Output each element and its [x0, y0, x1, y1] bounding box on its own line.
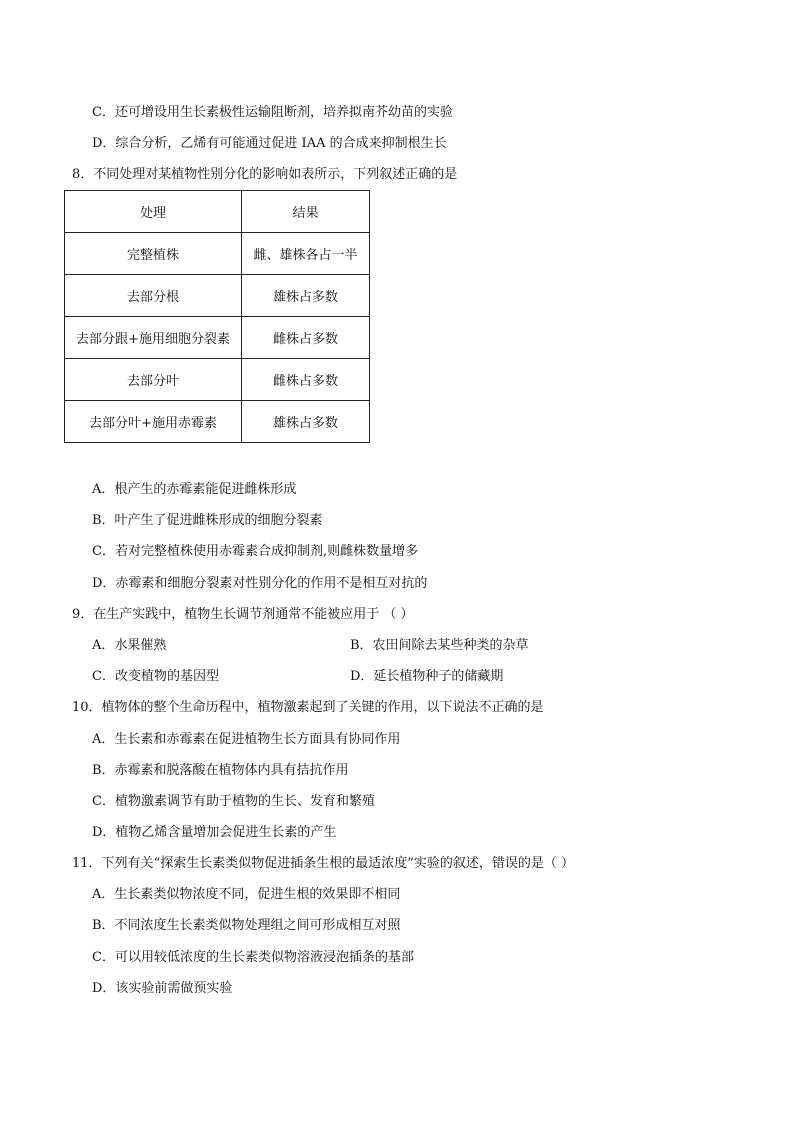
q8-stem: 8．不同处理对某植物性别分化的影响如表所示，下列叙述正确的是 — [72, 167, 458, 182]
q10-option-c: C．植物激素调节有助于植物的生长、发育和繁殖 — [92, 794, 375, 809]
q11-option-a: A．生长素类似物浓度不同，促进生根的效果即不相同 — [92, 887, 401, 902]
q9-option-a: A．水果催熟 — [92, 638, 167, 653]
table-cell: 雌株占多数 — [242, 317, 370, 359]
q8-option-b: B．叶产生了促进雌株形成的细胞分裂素 — [92, 513, 323, 528]
table-header-row — [65, 191, 370, 233]
q11-stem: 11．下列有关“探索生长素类似物促进插条生根的最适浓度”实验的叙述，错误的是（ ） — [72, 856, 574, 871]
table-cell: 雌、雄株各占一半 — [242, 233, 370, 275]
q8-option-a: A．根产生的赤霉素能促进雌株形成 — [92, 482, 297, 497]
q10-stem: 10．植物体的整个生命历程中，植物激素起到了关键的作用，以下说法不正确的是 — [72, 700, 544, 715]
table-row — [65, 317, 370, 359]
table-cell: 去部分根 — [65, 275, 242, 317]
q9-option-d: D．延长植物种子的储藏期 — [350, 669, 504, 684]
q8-result-table — [64, 190, 370, 443]
q9-stem: 9．在生产实践中，植物生长调节剂通常不能被应用于 （ ） — [72, 607, 414, 622]
q9-option-c: C．改变植物的基因型 — [92, 669, 219, 684]
table-cell: 雄株占多数 — [242, 401, 370, 443]
table-cell: 去部分叶+施用赤霉素 — [65, 401, 242, 443]
table-cell: 去部分叶 — [65, 359, 242, 401]
header-cell: 结果 — [242, 191, 370, 233]
table-row — [65, 401, 370, 443]
q8-option-c: C．若对完整植株使用赤霉素合成抑制剂,则雌株数量增多 — [92, 544, 419, 559]
table-row — [65, 359, 370, 401]
q8-option-d: D．赤霉素和细胞分裂素对性别分化的作用不是相互对抗的 — [92, 576, 428, 591]
table-row — [65, 275, 370, 317]
q11-option-d: D．该实验前需做预实验 — [92, 981, 233, 996]
table-row — [65, 233, 370, 275]
table-cell: 去部分跟+施用细胞分裂素 — [65, 317, 242, 359]
q11-option-c: C．可以用较低浓度的生长素类似物溶液浸泡插条的基部 — [92, 950, 414, 965]
header-cell: 处理 — [65, 191, 242, 233]
q11-option-b: B．不同浓度生长素类似物处理组之间可形成相互对照 — [92, 918, 401, 933]
table-cell: 雄株占多数 — [242, 275, 370, 317]
q9-option-b: B．农田间除去某些种类的杂草 — [350, 638, 529, 653]
q10-option-d: D．植物乙烯含量增加会促进生长素的产生 — [92, 825, 337, 840]
table-cell: 雌株占多数 — [242, 359, 370, 401]
table-cell: 完整植株 — [65, 233, 242, 275]
q10-option-a: A．生长素和赤霉素在促进植物生长方面具有协同作用 — [92, 732, 401, 747]
q10-option-b: B．赤霉素和脱落酸在植物体内具有拮抗作用 — [92, 763, 349, 778]
q7-option-d: D．综合分析，乙烯有可能通过促进 IAA 的合成来抑制根生长 — [92, 136, 447, 151]
q7-option-c: C．还可增设用生长素极性运输阻断剂，培养拟南芥幼苗的实验 — [92, 105, 453, 120]
